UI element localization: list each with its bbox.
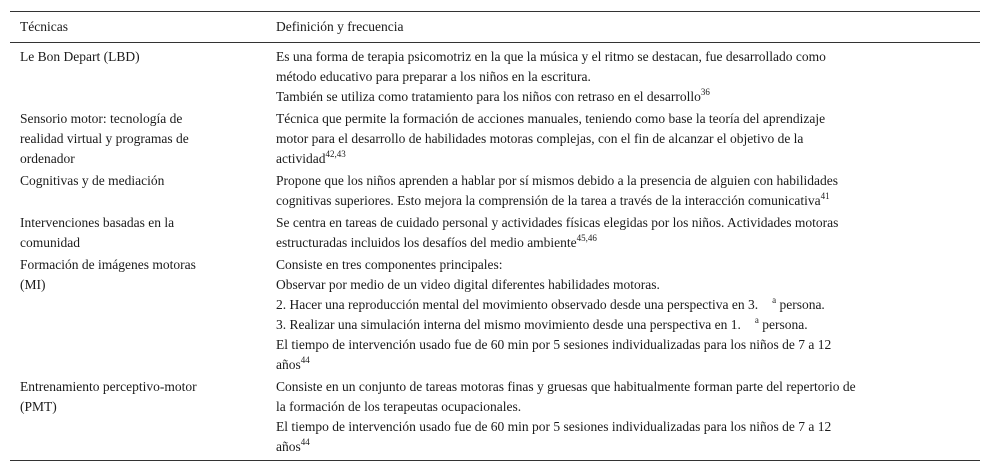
table-row [10, 170, 980, 212]
table-header-row [10, 12, 980, 43]
definition-line [276, 377, 970, 397]
technique-line: Entrenamiento perceptivo-motor [20, 379, 197, 394]
header-techniques: Técnicas [20, 19, 68, 34]
technique-cell [10, 43, 266, 109]
definition-line [276, 213, 970, 233]
definition-line [276, 87, 970, 107]
technique-line: Le Bon Depart (LBD) [20, 49, 140, 64]
reference-superscript: a [772, 295, 777, 305]
technique-cell [10, 108, 266, 170]
definition-line [276, 355, 970, 375]
technique-line: comunidad [20, 235, 80, 250]
technique-cell [10, 170, 266, 212]
definition-cell [266, 254, 980, 376]
definition-text: estructuradas incluidos los desafíos del medio ambiente [276, 235, 577, 250]
definition-text: Propone que los niños aprenden a hablar por sí mismos debido a la presencia de alguien con habilidades [276, 173, 838, 188]
technique-line: Sensorio motor: tecnología de [20, 111, 183, 126]
technique-line: Cognitivas y de mediación [20, 173, 165, 188]
definition-text: la formación de los terapeutas ocupacionales. [276, 399, 522, 414]
definition-text: Observar por medio de un video digital diferentes habilidades motoras. [276, 277, 660, 292]
definition-cell [266, 43, 980, 109]
definition-text: Se centra en tareas de cuidado personal y actividades físicas elegidas por los niños. Actividades motoras [276, 215, 839, 230]
definition-text: 3. Realizar una simulación interna del mismo movimiento desde una perspectiva en 1. [276, 317, 741, 332]
table-row [10, 376, 980, 461]
table-row [10, 108, 980, 170]
definition-text: Consiste en un conjunto de tareas motoras finas y gruesas que habitualmente forman parte del repertorio de [276, 379, 856, 394]
definition-line [276, 437, 970, 457]
definition-line [276, 295, 970, 315]
definition-line [276, 255, 970, 275]
definition-line [276, 417, 970, 437]
reference-superscript: 44 [300, 355, 310, 365]
definition-text: El tiempo de intervención usado fue de 60 min por 5 sesiones individualizadas para los niños de 7 a 12 [276, 337, 832, 352]
definition-line [276, 191, 970, 211]
definition-line [276, 335, 970, 355]
technique-cell [10, 254, 266, 376]
techniques-table [10, 11, 980, 461]
table-row [10, 254, 980, 376]
definition-text: actividad [276, 151, 326, 166]
definition-cell [266, 376, 980, 461]
definition-line [276, 315, 970, 335]
technique-line: Intervenciones basadas en la [20, 215, 175, 230]
reference-superscript: 41 [820, 191, 830, 201]
definition-line [276, 397, 970, 417]
reference-superscript: 45,46 [576, 233, 597, 243]
definition-text: cognitivas superiores. Esto mejora la comprensión de la tarea a través de la interacción comunicativa [276, 193, 821, 208]
definition-cell [266, 170, 980, 212]
definition-text: años [276, 439, 301, 454]
definition-line [276, 149, 970, 169]
definition-text-after: persona. [758, 317, 808, 332]
definition-text: Técnica que permite la formación de acciones manuales, teniendo como base la teoría del aprendizaje [276, 111, 826, 126]
definition-line [276, 109, 970, 129]
technique-cell [10, 212, 266, 254]
technique-line: (MI) [20, 277, 46, 292]
technique-line: (PMT) [20, 399, 57, 414]
reference-superscript: 44 [300, 437, 310, 447]
definition-text: Consiste en tres componentes principales: [276, 257, 503, 272]
technique-line: Formación de imágenes motoras [20, 257, 196, 272]
technique-line: ordenador [20, 151, 75, 166]
table-body [10, 43, 980, 461]
definition-text: El tiempo de intervención usado fue de 60 min por 5 sesiones individualizadas para los niños de 7 a 12 [276, 419, 832, 434]
table-row [10, 212, 980, 254]
definition-line [276, 47, 970, 67]
definition-line [276, 67, 970, 87]
definition-text: 2. Hacer una reproducción mental del movimiento observado desde una perspectiva en 3. [276, 297, 759, 312]
technique-cell [10, 376, 266, 461]
definition-text: método educativo para preparar a los niños en la escritura. [276, 69, 591, 84]
definition-line [276, 171, 970, 191]
reference-superscript: 42,43 [325, 149, 346, 159]
definition-cell [266, 108, 980, 170]
definition-line [276, 275, 970, 295]
definition-cell [266, 212, 980, 254]
definition-text: años [276, 357, 301, 372]
reference-superscript: 36 [700, 87, 710, 97]
definition-text: También se utiliza como tratamiento para los niños con retraso en el desarrollo [276, 89, 701, 104]
table-row [10, 43, 980, 109]
technique-line: realidad virtual y programas de [20, 131, 189, 146]
reference-superscript: a [754, 315, 759, 325]
definition-text-after: persona. [776, 297, 825, 312]
definition-text: Es una forma de terapia psicomotriz en la que la música y el ritmo se destacan, fue desarrollado como [276, 49, 826, 64]
definition-text: motor para el desarrollo de habilidades motoras complejas, con el fin de alcanzar el objetivo de la [276, 131, 804, 146]
definition-line [276, 233, 970, 253]
definition-line [276, 129, 970, 149]
header-definition: Definición y frecuencia [276, 19, 404, 34]
